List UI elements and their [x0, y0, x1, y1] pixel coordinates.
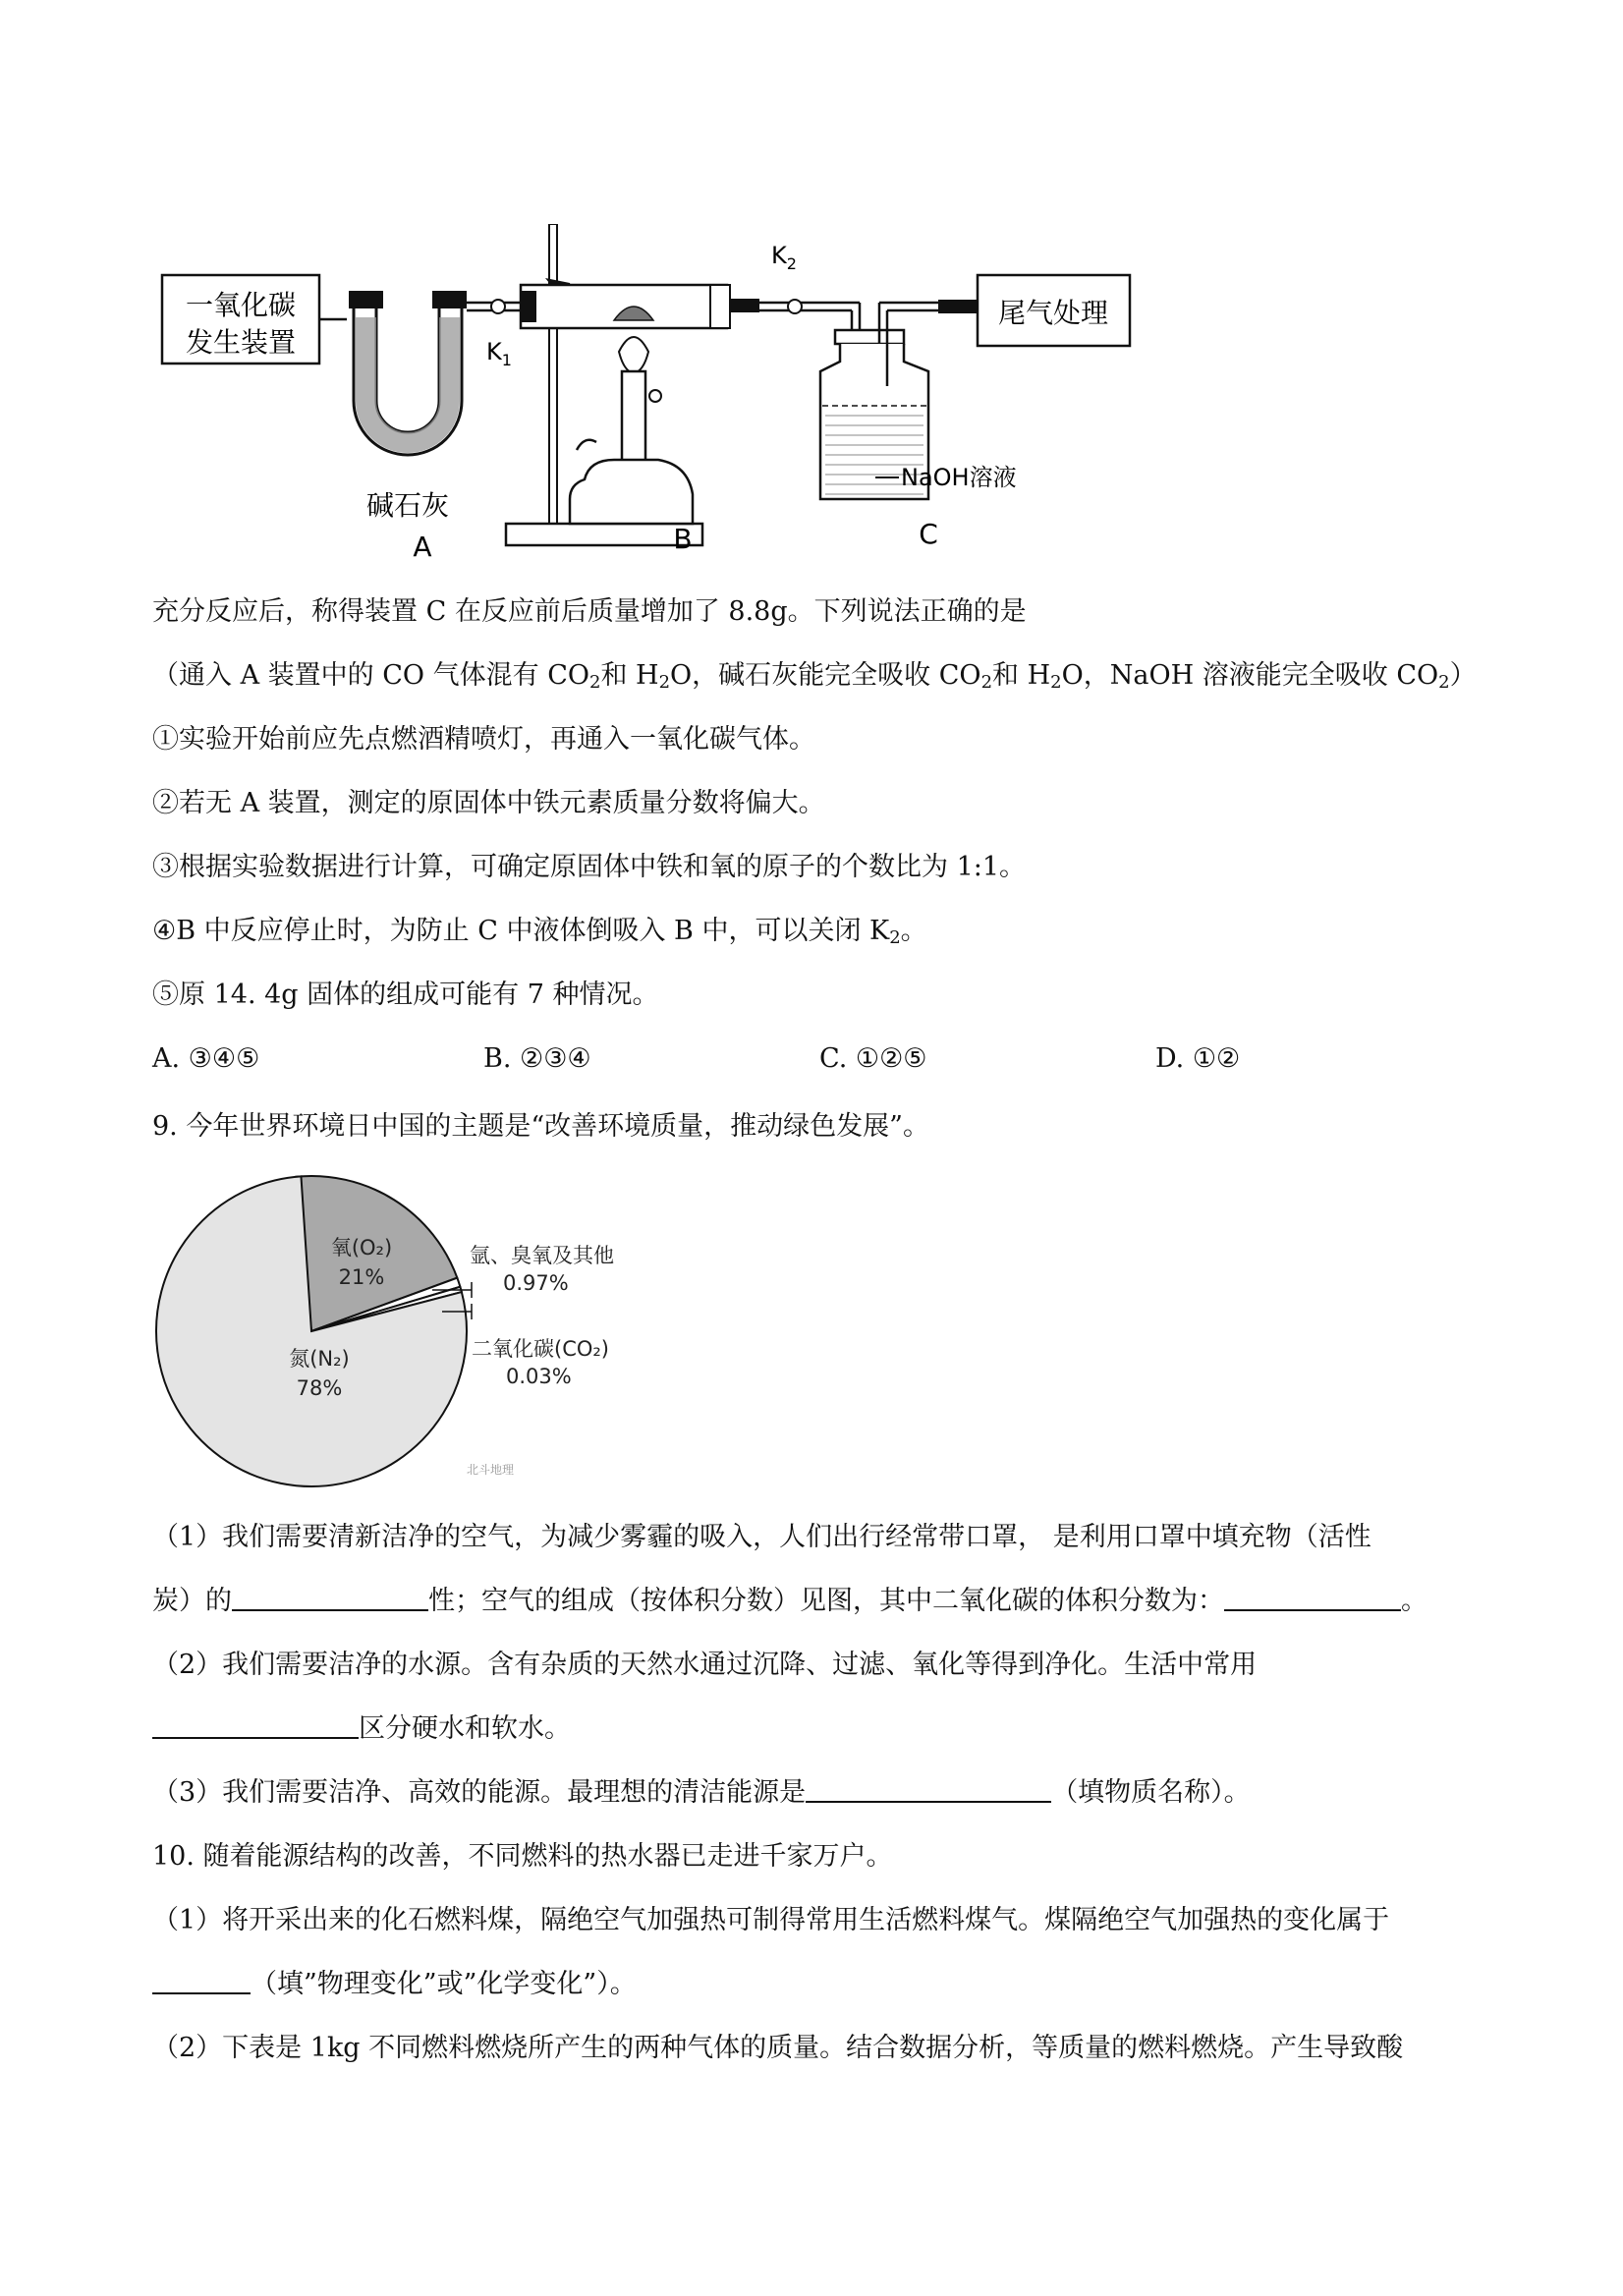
slice-value-oxygen: 21%: [338, 1265, 385, 1289]
answer-blank-1[interactable]: [232, 1584, 428, 1611]
q10-p1a: （1）将开采出来的化石燃料煤，隔绝空气加强热可制得常用生活燃料煤气。煤隔绝空气加强热的变化属于: [152, 1905, 1390, 1935]
label-a-sub: 碱石灰: [365, 489, 450, 522]
slice-value-co2: 0.03%: [506, 1365, 572, 1388]
slice-label-co2: 二氧化碳(CO₂): [472, 1337, 609, 1361]
label-b: B: [673, 523, 693, 555]
q8-statement-1: ①实验开始前应先点燃酒精喷灯，再通入一氧化碳气体。: [152, 724, 815, 755]
q8-statement-2: ②若无 A 装置，测定的原固体中铁元素质量分数将偏大。: [152, 788, 825, 818]
q8-option-b[interactable]: B. ②③④: [483, 1043, 591, 1074]
answer-blank-5[interactable]: [152, 1967, 251, 1994]
tail-gas-label: 尾气处理: [997, 297, 1109, 329]
q10-p1b: （填”物理变化”或”化学变化”）。: [152, 1966, 637, 2003]
k1-label: $K_1$: [486, 338, 512, 369]
q9-title: 9. 今年世界环境日中国的主题是“改善环境质量，推动绿色发展”。: [152, 1111, 929, 1142]
q9-p3: （3）我们需要洁净、高效的能源。最理想的清洁能源是 （填物质名称）。: [152, 1777, 1251, 1808]
q9-p1a: （1）我们需要清新洁净的空气，为减少雾霾的吸入，人们出行经常带口罩， 是利用口罩中填充物（活性: [152, 1522, 1371, 1552]
apparatus-diagram: [152, 224, 1233, 568]
answer-blank-3[interactable]: [152, 1711, 359, 1739]
q8-statement-3: ③根据实验数据进行计算，可确定原固体中铁和氧的原子的个数比为 1:1。: [152, 852, 1027, 882]
q9-p1b: 炭）的 性；空气的组成（按体积分数）见图，其中二氧化碳的体积分数为： 。: [152, 1586, 1427, 1616]
label-a: A: [413, 531, 432, 563]
combustion-tube: [521, 285, 727, 328]
stopper-right: [432, 291, 467, 308]
q8-stem: 充分反应后，称得装置 C 在反应前后质量增加了 8.8g。下列说法正确的是: [152, 596, 1027, 627]
q9-p2b: 区分硬水和软水。: [152, 1710, 571, 1748]
naoh-label: NaOH溶液: [901, 464, 1017, 491]
q10-p2: （2）下表是 1kg 不同燃料燃烧所产生的两种气体的质量。结合数据分析，等质量的燃料燃烧。产生导致酸: [152, 2033, 1404, 2063]
slice-label-argon: 氩、臭氧及其他: [470, 1244, 614, 1267]
k2-label: $K_2$: [771, 242, 797, 273]
q8-option-a[interactable]: A. ③④⑤: [152, 1043, 260, 1074]
alcohol-blast-lamp: [622, 371, 645, 470]
q8-note: （通入 A 装置中的 CO 气体混有 $CO_2$和 $H_2O$，碱石灰能完全吸收 $CO_2$和 $H_2O$，NaOH 溶液能完全吸收 $CO_2$）: [152, 660, 1477, 693]
slice-label-oxygen: 氧(O₂): [330, 1236, 393, 1260]
air-composition-pie-chart: [147, 1174, 698, 1498]
label-c: C: [919, 518, 938, 550]
k1-valve-icon: [491, 300, 505, 313]
watermark: 北斗地理: [467, 1463, 515, 1477]
stopper-left: [349, 291, 383, 308]
q8-option-d[interactable]: D. ①②: [1155, 1043, 1241, 1074]
answer-blank-4[interactable]: [806, 1775, 1051, 1803]
k2-valve-icon: [788, 300, 802, 313]
q9-p2a: （2）我们需要洁净的水源。含有杂质的天然水通过沉降、过滤、氧化等得到净化。生活中常用: [152, 1650, 1258, 1680]
q8-statement-5: ⑤原 14. 4g 固体的组成可能有 7 种情况。: [152, 980, 659, 1010]
iron-stand-rod: [549, 224, 557, 529]
flame-icon: [619, 337, 648, 373]
answer-blank-2[interactable]: [1224, 1584, 1401, 1611]
co-box-line2: 发生装置: [185, 326, 297, 359]
slice-value-argon: 0.97%: [503, 1271, 569, 1295]
slice-label-nitrogen: 氮(N₂): [289, 1347, 350, 1371]
soda-lime-fill: [356, 317, 460, 453]
q8-option-c[interactable]: C. ①②⑤: [819, 1043, 927, 1074]
co-box-line1: 一氧化碳: [185, 289, 297, 321]
q10-title: 10. 随着能源结构的改善，不同燃料的热水器已走进千家万户。: [152, 1841, 893, 1872]
slice-value-nitrogen: 78%: [296, 1376, 343, 1400]
q8-statement-4: ④B 中反应停止时，为防止 C 中液体倒吸入 B 中，可以关闭 $K_2$。: [152, 916, 927, 948]
